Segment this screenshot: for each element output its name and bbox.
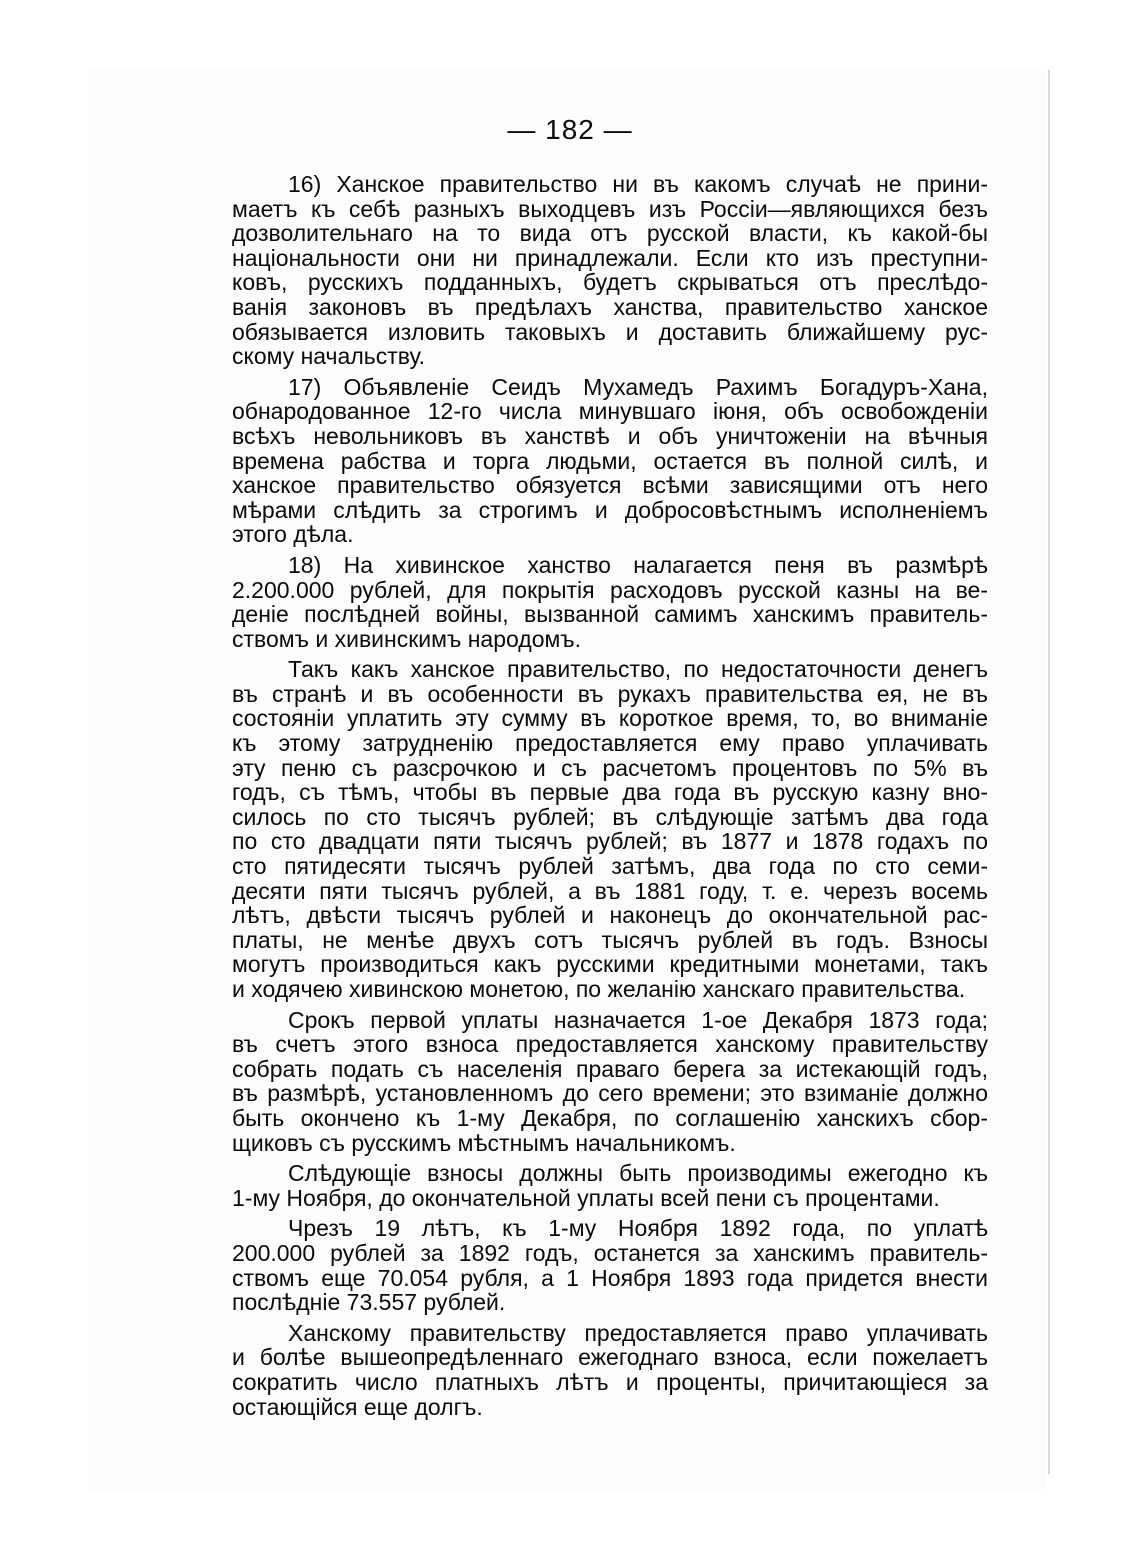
text-line: годъ, съ тѣмъ, чтобы въ первые два года въ русскую казну вно- [232,779,988,806]
text-line: могутъ производиться какъ русскими кредитными монетами, такъ [232,951,988,978]
text-line: Слѣдующіе взносы должны быть производимы ежегодно къ [288,1160,988,1187]
text-line: ковъ, русскихъ подданныхъ, будетъ скрываться отъ преслѣдо- [232,269,988,296]
paragraph-first-payment [232,1008,988,1156]
text-line: обязывается изловить таковыхъ и доставить ближайшему рус- [232,318,988,345]
paragraph-payment-terms [232,657,988,1001]
text-line: маетъ къ себѣ разныхъ выходцевъ изъ Россіи—являющихся безъ [232,195,988,222]
text-line: остающійся еще долгъ. [232,1393,483,1420]
text-line: времена рабства и торга людьми, остается въ полной силѣ, и [232,447,988,474]
text-line: и болѣе вышеопредѣленнаго ежегоднаго взноса, если пожелаетъ [232,1344,988,1371]
text-line: Срокъ первой уплаты назначается 1-ое Декабря 1873 года; [288,1006,988,1033]
text-line: деніе послѣдней войны, вызванной самимъ ханскимъ правитель- [232,601,988,628]
text-line: собрать подать съ населенія праваго берега за истекающій годъ, [232,1055,988,1082]
text-line: Такъ какъ ханское правительство, по недостаточности денегъ [288,656,988,683]
text-line: ханское правительство обязуется всѣми зависящими отъ него [232,472,988,499]
text-line: въ счетъ этого взноса предоставляется ханскому правительству [232,1031,988,1058]
text-line: состояніи уплатить эту сумму въ короткое время, то, во вниманіе [232,705,988,732]
text-line: ствомъ еще 70.054 рубля, а 1 Ноября 1893 года придется внести [232,1264,988,1291]
paragraph-17 [232,375,988,547]
text-line: 200.000 рублей за 1892 годъ, останется за ханскимъ правитель- [232,1239,988,1266]
page-number: — 182 — [507,114,633,145]
text-line: сто пятидесяти тысячъ рублей затѣмъ, два года по сто семи- [232,853,988,880]
text-line: 18) На хивинское ханство налагается пеня въ размѣрѣ [288,551,988,578]
text-line: обнародованное 12-го числа минувшаго іюня, объ освобожденіи [232,398,988,425]
text-line: національности они ни принадлежали. Если кто изъ преступни- [232,244,988,271]
text-line: силось по сто тысячъ рублей; въ слѣдующіе затѣмъ два года [232,803,988,830]
paragraph-annual-payments [232,1161,988,1210]
text-line: всѣхъ невольниковъ въ ханствѣ и объ уничтоженіи на вѣчныя [232,422,988,449]
text-line: десяти пяти тысячъ рублей, а въ 1881 году, т. е. черезъ восемь [232,877,988,904]
text-line: и ходячею хивинскою монетою, по желанію ханскаго правительства. [232,976,966,1002]
paragraph-early-payment [232,1321,988,1419]
text-line: лѣтъ, двѣсти тысячъ рублей и наконецъ до окончательной рас- [232,902,988,929]
text-line: мѣрами слѣдить за строгимъ и добросовѣстнымъ исполненіемъ [232,496,988,523]
text-line: дозволительнаго на то вида отъ русской власти, къ какой-бы [232,220,988,247]
text-line: 17) Объявленіе Сеидъ Мухамедъ Рахимъ Богадуръ-Хана, [288,373,988,400]
text-line: платы, не менѣе двухъ сотъ тысячъ рублей въ годъ. Взносы [232,926,988,953]
text-line: щиковъ съ русскимъ мѣстнымъ начальникомъ. [232,1129,736,1156]
text-line: 1-му Ноября, до окончательной уплаты всей пени съ процентами. [232,1184,940,1211]
text-line: въ странѣ и въ особенности въ рукахъ правительства ея, не въ [232,680,988,707]
paragraph-18 [232,553,988,651]
paragraph-16 [232,172,988,369]
text-line: ствомъ и хивинскимъ народомъ. [232,625,582,652]
text-line: эту пеню съ разсрочкою и съ расчетомъ процентовъ по 5% въ [232,754,988,781]
text-line: 2.200.000 рублей, для покрытія расходовъ русской казны на ве- [232,576,988,603]
text-line: послѣдніе 73.557 рублей. [232,1289,506,1316]
text-line: сократить число платныхъ лѣтъ и проценты, причитающіеся за [232,1368,988,1395]
text-line: скому начальству. [232,343,426,370]
text-line: этого дѣла. [232,521,354,548]
text-line: Чрезъ 19 лѣтъ, къ 1-му Ноября 1892 года, по уплатѣ [288,1215,988,1242]
text-line: быть окончено къ 1-му Декабря, по соглашенію ханскихъ сбор- [232,1104,988,1131]
text-line: ванія законовъ въ предѣлахъ ханства, правительство ханское [232,293,988,320]
text-line: 16) Ханское правительство ни въ какомъ случаѣ не прини- [288,171,988,197]
page-edge-line [1048,70,1050,1474]
text-line: по сто двадцати пяти тысячъ рублей; въ 1877 и 1878 годахъ по [232,828,988,855]
paragraph-final-balance [232,1216,988,1314]
text-line: къ этому затрудненію предоставляется ему право уплачивать [232,730,988,757]
text-line: въ размѣрѣ, установленномъ до сего времени; это взиманіе должно [232,1080,988,1107]
text-line: Ханскому правительству предоставляется право уплачивать [288,1319,988,1346]
body-text [232,172,988,1425]
